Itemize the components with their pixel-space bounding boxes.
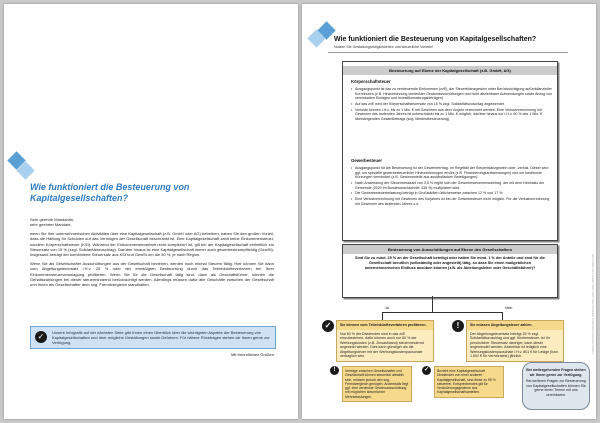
infographic-title: Wie funktioniert die Besteuerung von Kapitalgesellschaften? xyxy=(334,36,537,43)
checkmark-icon: ✓ xyxy=(322,320,334,332)
info-text: Unsere Infografik auf der nächsten Seite gibt Ihnen einen Überblick über die wichtigsten Aspekte der Besteuerung von Kapitalgesellschaften und über mögliche Gestaltungen sowie Gefahren. Für nähere Rückfragen stehen wir Ihnen gerne zur Verfügung. xyxy=(52,330,270,345)
cloud-text: Bei weiteren Fragen zur Besteuerung von Kapitalgesellschaften können Sie gerne einen Termin mit uns vereinbaren. xyxy=(526,379,586,397)
closing-greeting: Mit freundlichen Grüßen xyxy=(231,352,274,357)
connector-line xyxy=(502,312,503,320)
panel-heading: Sie müssen Abgeltungsteuer zahlen. xyxy=(467,321,563,330)
list-item: • Nach Anwendung der Steuermesszahl von 3,5 % ergibt sich der Gewerbesteuermessbetrag, der mit dem Hebesatz der Gemeinde (2020 im Bundesdurchschnitt: 435 %) multipliziert wird. xyxy=(355,181,555,190)
salutation: sehr geehrter Mandant, xyxy=(30,222,72,228)
page-title: Wie funktioniert die Besteuerung von Kapitalgesellschaften? xyxy=(30,182,190,203)
no-label: Nein xyxy=(505,306,513,310)
connector-line xyxy=(382,312,502,313)
connector-line xyxy=(382,312,383,320)
list-item: • Die Gewerbesteuerbelastung beträgt in Großstädten üblicherweise zwischen 12 % und 17 %. xyxy=(355,191,555,196)
paragraph: wenn Sie Ihre unternehmerischen Aktivitäten über eine Kapitalgesellschaft (z.B. GmbH oder AG) betreiben, haben Sie den großen Vorteil, dass die Haftung für Schulden auf das Vermögen der Gesellschaft beschränkt ist. Eine Kapitalgesellschaft zahlt keine Einkommensteuer, sondern Körperschaftsteuer (KSt). Während der Einkommensteuertarif recht kompliziert ist, gilt bei der Kapitalgesellschaft einheitlich ein Steuersatz von 15 % (zzgl. Solidaritätszuschlag). Darüber hinaus ist eine Kapitalgesellschaft immer auch gewerbesteuerpflichtig (GewSt). Insgesamt beträgt der kombinierte Steuersatz aus KSt und GewSt um die 30 %, je nach Region. xyxy=(30,230,274,258)
connector-line xyxy=(432,296,433,312)
salutation: Sehr geehrte Mandantin, xyxy=(30,217,75,222)
panel-body: Nur 60 % der Dividenden sind in das zvE einzubeziehen, dafür können auch nur 60 % der Werbungskosten (z.B. Zinsaufwand) steuermindernd angesetzt werden. Dies kann günstiger als die Abgeltungsteuer mit der Werbungskostenpauschale vertraglich sein. xyxy=(340,331,424,358)
exclamation-icon: ! xyxy=(452,320,464,332)
corporate-tax-box xyxy=(342,61,558,241)
gewst-list xyxy=(351,166,555,208)
right-page xyxy=(302,4,596,419)
list-item: • Verluste können i.H.v. bis zu 1 Mio. € mit Gewinnen aus dem Vorjahr verrechnet werden. Eine Verlustverrechnung mit Gewinnen des laufenden Jahres ist unbeschränkt bis zu 1 Mio. € möglich, darüber hinaus nur i.H.v. 60 % des 1 Mio. € übersteigenden Gesamtbetrags (sog. Mindestbesteuerung). xyxy=(355,108,555,122)
list-item: • Auf das zvE wird der Körperschaftsteuersatz von 15 % zzgl. Solidaritätszuschlag angewendet. xyxy=(355,102,555,107)
shareholder-tax-box xyxy=(342,244,558,298)
checkmark-icon: ✓ xyxy=(35,331,47,343)
teileinkuenfte-panel xyxy=(336,320,434,362)
panel-heading: Sie können vom Teileinkünfteverfahren profitieren. xyxy=(337,321,433,330)
margin-disclaimer: Alle Angaben ohne Gewähr. Stand: 2020. Diese Information ersetzt keine individuelle Beratung. xyxy=(591,254,594,356)
infographic-header xyxy=(328,35,568,53)
exclamation-icon: ! xyxy=(330,366,339,375)
yes-label: Ja xyxy=(385,306,389,310)
box-header: Besteuerung auf Ebene der Kapitalgesellschaft (z.B. GmbH, AG) xyxy=(343,66,557,75)
info-box xyxy=(30,326,276,349)
infographic-subtitle: Nutzen Sie Gestaltungsmöglichkeiten und steuerliche Vorteile! xyxy=(334,45,434,49)
list-item: • Eine Verlustverrechnung mit Gewinnen des Vorjahres ist bei der Gewerbesteuer nicht möglich. Für die Verlustverrechnung mit Gewinnen des laufenden Jahres s.o. xyxy=(355,197,555,206)
list-item: • Ausgangspunkt für die Besteuerung ist der Gewerbeertrag. Im Regelfall der Steuerbilanzgewinn oder -verlust. Dieser wird ggf. um spezielle gewerbesteuerliche Hinzurechnungen erhöht (z.B. Finanzierungsaufwendungen) und um bestimmte Kürzungen vermindert (z.B. Gewinnanteile aus ausländischen Beteiligungen). xyxy=(355,166,555,180)
abgeltungsteuer-panel xyxy=(466,320,564,362)
panel-body: Der Abgeltungsteuersatz beträgt 25 % zzgl. Solidaritätszuschlag und ggf. Kirchensteuer. Ist Ihr persönlicher Steuersatz niedriger, kann dieser angewendet werden. Abziehbar ist lediglich eine Werbungskostenpauschale i.H.v. 801 € für Ledige (bzw. 1.602 € für Verheiratete) jährlich. xyxy=(470,331,559,358)
cloud-text: Bei weitergehenden Fragen stehen wir Ihnen gerne zur Verfügung. xyxy=(526,368,586,377)
section-heading-kst: Körperschaftsteuer xyxy=(351,79,391,84)
left-page xyxy=(4,4,298,419)
contact-cloud xyxy=(522,362,590,410)
section-heading-gewst: Gewerbesteuer xyxy=(351,158,383,163)
info-box-dividends: Bezieht eine Kapitalgesellschaft Dividenden von einer anderen Kapitalgesellschaft, sind diese zu 95 % steuerfrei. Entsprechendes gilt für Veräußerungsgewinne aus Kapitalgesellschaftsanteilen. xyxy=(434,366,504,398)
paragraph: Wenn Sie als Gesellschafter Ausschüttungen aus der Gesellschaft beziehen, werden noch einmal Steuern fällig. Hier können Sie dann vom Abgeltungsteuersatz i.H.v. 25 % oder der ermäßigten Besteuerung durch das Teileinkünfteverfahren bei Ihrer Einkommensteuerveranlagung profitieren. Wenn Sie für die Gesellschaft tätig sind, dann als Geschäftsführer, können die Gehaltszahlungen bei dieser steuermindernd berücksichtigt werden. Allerdings müssen dafür alle Geschäfte zwischen der Gesellschaft und Ihnen als Gesellschafter dem sog. Fremdvergleich standhalten. xyxy=(30,260,274,288)
list-item: • Ausgangspunkt ist das zu versteuernde Einkommen (zvE), der Steuerbilanzgewinn unter Berücksichtigung außerbilanzieller Korrekturen (z.B. Hinzurechnung verdeckter Gewinnausschüttungen und nicht abziehbarer Aufwendungen sowie Abzug von vereinbarten Einlagen und Investitionsabzugsbeträgen). xyxy=(355,87,555,101)
box-header: Besteuerung von Ausschüttungen auf Ebene des Gesellschafters xyxy=(343,245,557,254)
kst-list xyxy=(351,87,555,123)
warning-box: Verträge zwischen Gesellschafter und Gesellschaft können steuerlich attraktiv sein, müssen jedoch den sog. Fremdvergleich genügen. Andernfalls liegt ggf. eine verdeckte Gewinnausschüttung mit möglichen steuerlichen Mehrbelastungen. xyxy=(342,366,412,402)
decision-question: Sind Sie zu mind. 25 % an der Gesellschaft beteiligt oder halten Sie mind. 1 % der Anteile und sind für die Gesellschaft beruflich (selbständig oder angestellt) tätig, so dass Sie einen maßgeblichen unternehmerischen Einfluss ausüben können (z.B. als Abteilungsleiter oder Geschäftsführer)? xyxy=(355,256,545,270)
letter-body xyxy=(30,217,274,291)
checkmark-icon: ✓ xyxy=(423,367,430,373)
